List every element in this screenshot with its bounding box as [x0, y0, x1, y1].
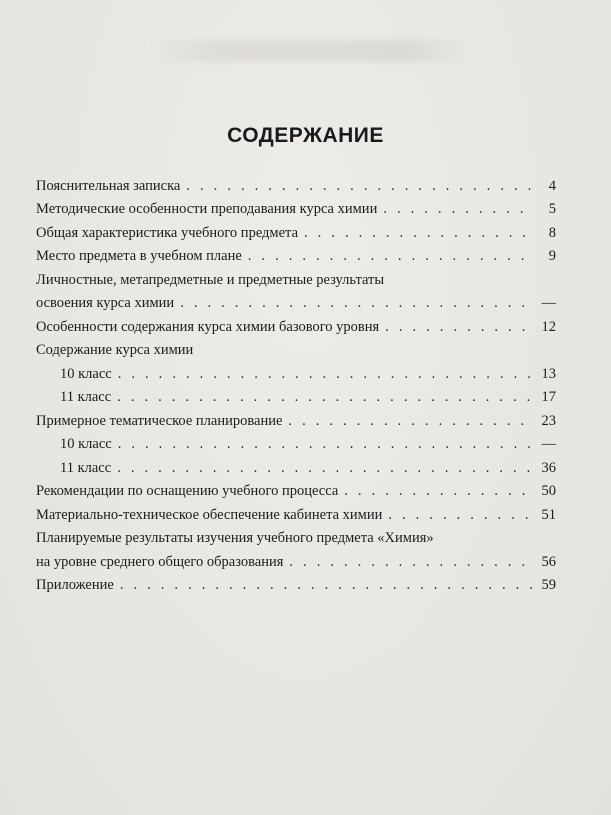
toc-entry-label: Примерное тематическое планирование: [36, 412, 283, 429]
toc-leader-dots: [388, 506, 532, 524]
toc-leader-dots: [117, 388, 532, 406]
toc-entry-label: Приложение: [36, 577, 114, 593]
toc-entry-label: 11 класс: [60, 459, 112, 476]
toc-entry-label: освоения курса химии: [36, 295, 175, 311]
toc-entry-page: 12: [541, 318, 556, 335]
toc-entry-page: 17: [541, 389, 556, 405]
toc-entry: [36, 430, 556, 454]
toc-leader-dots: [248, 247, 532, 265]
toc-entry-page: —: [541, 436, 556, 452]
toc-entry-label: 10 класс: [60, 436, 112, 452]
toc-entry: [36, 359, 556, 383]
toc-entry: [36, 477, 556, 501]
toc-entry: [36, 171, 556, 195]
bleed-through-shadow: [150, 40, 470, 62]
toc-entry: [36, 406, 556, 430]
toc-entry: [36, 500, 556, 524]
toc-entry: [36, 265, 556, 289]
toc-entry: [36, 242, 556, 266]
toc-entry-label: Личностные, метапредметные и предметные результаты: [36, 271, 385, 288]
toc-leader-dots: [120, 576, 532, 594]
toc-entry-label: Особенности содержания курса химии базового уровня: [36, 318, 380, 335]
toc-leader-dots: [117, 459, 532, 477]
toc-entry-page: 5: [548, 201, 556, 217]
toc-entry: [36, 571, 556, 595]
toc-leader-dots: [383, 200, 532, 218]
table-of-contents: [36, 171, 556, 594]
toc-leader-dots: [186, 177, 532, 195]
toc-entry-label: Планируемые результаты изучения учебного предмета «Химия»: [36, 530, 434, 546]
page-title: СОДЕРЖАНИЕ: [227, 124, 384, 147]
toc-entry: [36, 524, 556, 548]
toc-entry-page: 8: [548, 224, 556, 241]
toc-entry-page: 36: [541, 459, 556, 476]
toc-entry: [36, 547, 556, 571]
toc-entry-page: 13: [541, 365, 556, 382]
toc-leader-dots: [344, 482, 532, 500]
toc-leader-dots: [118, 365, 532, 383]
toc-entry-page: 23: [541, 412, 556, 429]
toc-entry: [36, 453, 556, 477]
toc-entry: [36, 336, 556, 360]
toc-leader-dots: [304, 224, 532, 242]
toc-entry: [36, 312, 556, 336]
toc-leader-dots: [288, 412, 532, 430]
toc-entry: [36, 289, 556, 313]
toc-entry: [36, 218, 556, 242]
toc-entry-label: Пояснительная записка: [36, 177, 181, 194]
toc-entry-label: 11 класс: [60, 389, 112, 405]
toc-entry-page: 9: [548, 248, 556, 264]
toc-entry-page: 4: [548, 177, 556, 194]
toc-entry-label: Общая характеристика учебного предмета: [36, 224, 298, 241]
toc-entry: [36, 195, 556, 219]
toc-entry-label: на уровне среднего общего образования: [36, 553, 284, 570]
toc-entry: [36, 383, 556, 407]
toc-entry-label: Место предмета в учебном плане: [36, 248, 242, 264]
toc-leader-dots: [180, 294, 532, 312]
toc-entry-page: 59: [541, 577, 556, 593]
toc-leader-dots: [385, 318, 532, 336]
toc-entry-label: 10 класс: [60, 365, 112, 382]
toc-entry-page: —: [541, 295, 556, 311]
toc-entry-label: Материально-техническое обеспечение кабинета химии: [36, 506, 383, 523]
toc-entry-page: 56: [541, 553, 556, 570]
toc-entry-label: Рекомендации по оснащению учебного процесса: [36, 483, 339, 499]
toc-entry-label: Методические особенности преподавания курса химии: [36, 201, 378, 217]
toc-entry-page: 50: [541, 483, 556, 499]
toc-leader-dots: [118, 435, 532, 453]
toc-entry-page: 51: [541, 506, 556, 523]
toc-entry-label: Содержание курса химии: [36, 342, 194, 358]
toc-leader-dots: [289, 553, 532, 571]
